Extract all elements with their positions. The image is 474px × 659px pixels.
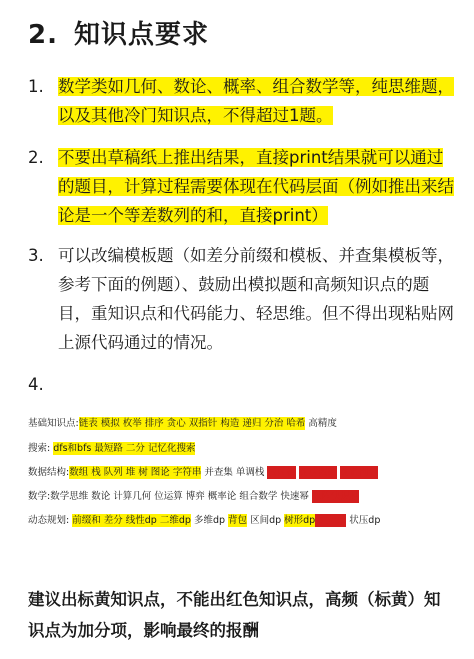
plain-topics: 数学思维 数论 计算几何 位运算 博弈 概率论 组合数学 快速幂 — [50, 491, 309, 502]
dp-topic-1: 前缀和 差分 线性dp 二维dp — [72, 515, 191, 526]
item-text: 不要出草稿纸上推出结果，直接print结果就可以通过的题目，计算过程需要体现在代码层面（例如推出来结论是一个等差数列的和，直接print） — [58, 148, 454, 225]
plain-topics: 并查集 单调栈 — [204, 467, 265, 478]
item-text: 数学类如几何、数论、概率、组合数学等，纯思维题，以及其他冷门知识点，不得超过1题。 — [58, 77, 454, 125]
row-label: 数学: — [28, 491, 51, 502]
item-marker: 2. — [28, 148, 44, 167]
row-label: 动态规划: — [28, 515, 70, 526]
dp-topic-6: 数位dp — [315, 515, 347, 526]
knowledge-row-data-structures — [28, 461, 458, 485]
item-marker: 4. — [28, 375, 44, 394]
plain-topics: 高精度 — [308, 418, 337, 429]
knowledge-row-search — [28, 437, 458, 461]
section-heading — [28, 14, 209, 51]
knowledge-row-dp — [28, 509, 458, 533]
footer-note: 建议出标黄知识点，不能出红色知识点，高频（标黄）知识点为加分项，影响最终的报酬 — [28, 590, 441, 640]
row-label: 搜索: — [28, 443, 51, 454]
row-label: 基础知识点: — [28, 418, 79, 429]
highlighted-topics: 数组 栈 队列 堆 树 图论 字符串 — [69, 467, 202, 478]
knowledge-row-math — [28, 485, 458, 509]
highlighted-topics: 链表 模拟 枚举 排序 贪心 双指针 构造 递归 分治 哈希 — [78, 418, 306, 429]
dp-topic-2: 多维dp — [190, 515, 229, 526]
red-topic: 树链剖分 — [340, 467, 379, 478]
item-marker: 1. — [28, 77, 44, 96]
knowledge-row-basic — [28, 412, 458, 436]
red-topic: 矩阵快速幂 — [311, 491, 360, 502]
dp-topic-4: 区间dp — [247, 515, 285, 526]
section-number: 2. — [28, 20, 58, 50]
item-marker: 3. — [28, 246, 44, 265]
red-topic: 线段树 — [267, 467, 296, 478]
item-text: 可以改编模板题（如差分前缀和模板、并查集模板等，参考下面的例题）、鼓励出模拟题和高频知识点的题目，重知识点和代码能力、轻思维。但不得出现粘贴网上源代码通过的情况。 — [58, 246, 454, 352]
row-label: 数据结构: — [28, 467, 70, 478]
dp-topic-7: 状压dp — [346, 515, 381, 526]
dp-topic-3: 背包 — [228, 515, 248, 526]
red-topic: 树状数组 — [298, 467, 337, 478]
section-title: 知识点要求 — [73, 20, 209, 50]
dp-topic-5: 树形dp — [284, 515, 316, 526]
highlighted-topics: dfs和bfs 最短路 二分 记忆化搜索 — [53, 443, 196, 454]
